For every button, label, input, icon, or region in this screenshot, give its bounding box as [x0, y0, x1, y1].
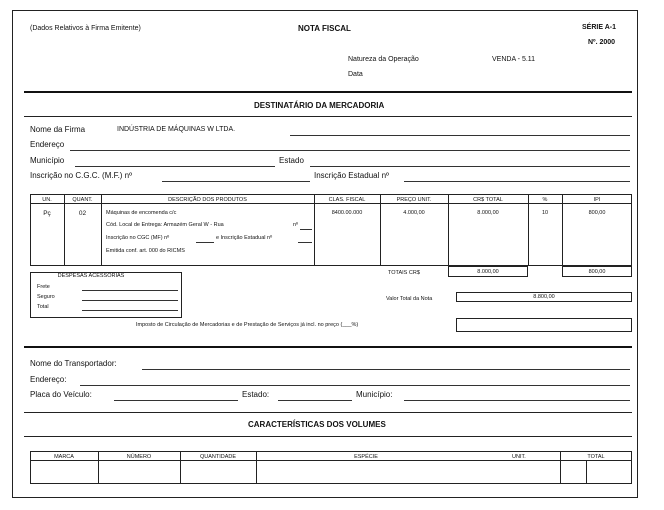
serie: SÉRIE A-1: [582, 24, 616, 31]
transport-endereco-line: [80, 385, 630, 386]
fill-line: [300, 229, 312, 230]
products-header-line: [30, 203, 632, 204]
divider: [24, 346, 632, 348]
natureza-value: VENDA - 5.11: [492, 56, 536, 63]
cell-clas: 8400.00.000: [331, 210, 363, 216]
cell-preco: 4.000,00: [403, 210, 425, 216]
ie-line: [404, 181, 630, 182]
volumes-header-line: [30, 460, 632, 461]
divider: [24, 412, 632, 413]
municipio-line: [75, 166, 275, 167]
cell-desc-line3-suffix: e Inscrição Estadual nº: [216, 235, 273, 241]
recipient-section-title: DESTINATÁRIO DA MERCADORIA: [254, 101, 385, 110]
firma-label: Nome da Firma: [30, 125, 86, 134]
col-divider: [380, 194, 381, 266]
col-header-desc: DESCRIÇÃO DOS PRODUTOS: [168, 197, 247, 203]
col-divider: [528, 194, 529, 266]
cell-pct: 10: [541, 210, 549, 216]
ie-label: Inscrição Estadual nº: [314, 171, 389, 180]
cell-ipi: 800,00: [588, 210, 606, 216]
placa-label: Placa do Veículo:: [30, 390, 92, 399]
divider: [24, 436, 632, 437]
totais-ipi: 800,00: [588, 269, 606, 275]
frete-label: Frete: [37, 284, 50, 290]
total-despesas-label: Total: [37, 304, 49, 310]
estado-line: [310, 166, 630, 167]
imposto-box: [456, 318, 632, 332]
issuer-placeholder: (Dados Relativos à Firma Emitente): [30, 25, 141, 32]
firma-line: [290, 135, 630, 136]
products-table: [30, 194, 632, 266]
vol-col-marca: MARCA: [54, 454, 74, 460]
transport-estado-label: Estado:: [242, 390, 270, 399]
cell-total: 8.000,00: [477, 210, 499, 216]
col-divider: [64, 194, 65, 266]
vol-col-numero: NÚMERO: [126, 454, 152, 460]
imposto-text: Imposto de Circulação de Mercadorias e de Prestação de Serviços já incl. no preço (___%): [136, 322, 359, 328]
col-header-total: CR$ TOTAL: [473, 197, 503, 203]
col-header-un: UN.: [42, 197, 52, 203]
cell-desc-line1: Máquinas de encomenda c/c: [106, 210, 177, 216]
seguro-label: Seguro: [37, 294, 55, 300]
col-divider: [314, 194, 315, 266]
col-header-preco: PREÇO UNIT.: [396, 197, 432, 203]
col-header-ipi: IPI: [593, 197, 601, 203]
col-divider: [586, 460, 587, 484]
col-header-clas: CLAS. FISCAL: [328, 197, 366, 203]
data-label: Data: [348, 71, 363, 78]
totais-value: 8.000,00: [477, 269, 499, 275]
firma-value: INDÚSTRIA DE MÁQUINAS W LTDA.: [117, 126, 236, 133]
invoice-number: Nº. 2000: [588, 39, 616, 46]
cell-desc-line4: Emitida conf. art. 000 do RICMS: [106, 248, 185, 254]
transportador-label: Nome do Transportador:: [30, 359, 117, 368]
valor-total-label: Valor Total da Nota: [386, 296, 433, 302]
natureza-label: Natureza da Operação: [348, 56, 419, 63]
transport-municipio-line: [404, 400, 630, 401]
totais-label: TOTAIS CR$: [388, 270, 420, 276]
despesas-title: DESPESAS ACESSÓRIAS: [57, 273, 125, 279]
fill-line: [298, 242, 312, 243]
valor-total-value: 8.800,00: [533, 294, 555, 300]
cgc-label: Inscrição no C.G.C. (M.F.) nº: [30, 171, 133, 180]
col-divider: [448, 194, 449, 266]
doc-title: NOTA FISCAL: [298, 24, 351, 33]
endereco-label: Endereço: [30, 140, 65, 149]
endereco-line: [70, 150, 630, 151]
transportador-line: [142, 369, 630, 370]
cgc-line: [162, 181, 310, 182]
cell-un: Pç: [43, 210, 51, 217]
fill-line: [196, 242, 214, 243]
cell-desc-line2: Cód. Local de Entrega: Armazém Geral W - Rua: [106, 222, 224, 228]
municipio-label: Município: [30, 156, 65, 165]
fill-line: [82, 310, 178, 311]
vol-col-unit: UNIT.: [512, 454, 526, 460]
vol-col-quantidade: QUANTIDADE: [199, 454, 237, 460]
divider: [24, 91, 632, 93]
col-header-pct: %: [542, 197, 548, 203]
col-header-quant: QUANT.: [72, 197, 93, 203]
transport-municipio-label: Município:: [356, 390, 393, 399]
vol-col-total: TOTAL: [587, 454, 605, 460]
placa-line: [114, 400, 238, 401]
col-divider: [101, 194, 102, 266]
transport-endereco-label: Endereço:: [30, 375, 67, 384]
fill-line: [82, 300, 178, 301]
col-divider: [562, 194, 563, 266]
divider: [24, 116, 632, 117]
cell-desc-line2-suffix: nº: [293, 222, 299, 228]
cell-quant: 02: [78, 210, 87, 217]
cell-desc-line3: Inscrição no CGC (MF) nº: [106, 235, 170, 241]
fill-line: [82, 290, 178, 291]
volumes-section-title: CARACTERÍSTICAS DOS VOLUMES: [248, 420, 386, 429]
transport-estado-line: [278, 400, 352, 401]
estado-label: Estado: [279, 156, 304, 165]
vol-col-especie: ESPÉCIE: [354, 454, 378, 460]
